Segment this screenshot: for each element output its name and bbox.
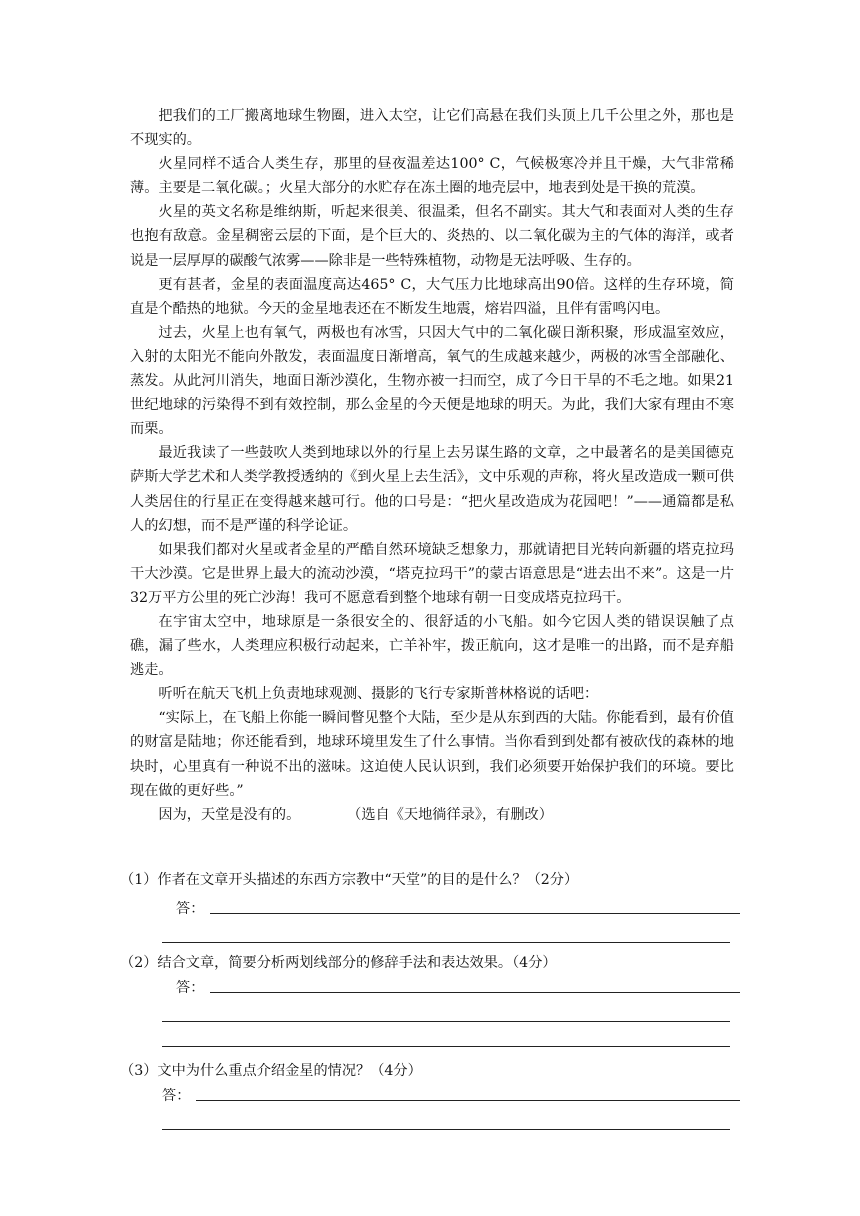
- closing-text: 因为，天堂是没有的。: [158, 806, 301, 823]
- paragraph-4: 更有甚者，金星的表面温度高达465° C，大气压力比地球高出90倍。这样的生存环境，简直是个酷热的地狱。今天的金星地表还在不断发生地震，熔岩四溢，且伴有雷鸣闪电。: [130, 276, 734, 317]
- quote-paragraph: “实际上，在飞船上你能一瞬间瞥见整个大陆，至少是从东到西的大陆。你能看到，最有价值的财富是陆地；你还能看到，地球环境里发生了什么事情。当你看到到处都有被砍伐的森林的地块时，心里真有一种说不出的滋味。这迫使人民认识到，我们必须要开始保护我们的环境。要比现在做的更好些。”: [130, 710, 734, 799]
- question-1: [120, 868, 740, 943]
- answer-line[interactable]: [162, 1046, 730, 1047]
- answer-line[interactable]: [210, 992, 740, 993]
- question-text: （3）文中为什么重点介绍金星的情况？（4分）: [120, 1063, 422, 1079]
- answer-line[interactable]: [196, 1100, 740, 1101]
- answer-label: 答：: [162, 1088, 191, 1104]
- answer-line[interactable]: [162, 942, 730, 943]
- question-text: （1）作者在文章开头描述的东西方宗教中“天堂”的目的是什么？（2分）: [120, 872, 579, 888]
- answer-area: [162, 1085, 740, 1105]
- article-body: [130, 104, 734, 827]
- paragraph-5: 过去，火星上也有氧气，两极也有冰雪，只因大气中的二氧化碳日渐积聚，形成温室效应，入射的太阳光不能向外散发，表面温度日渐增高，氧气的生成越来越少，两极的冰雪全部融化、蒸发。从此河川消失，地面日渐沙漠化，生物亦被一扫而空，成了今日干旱的不毛之地。如果21世纪地球的污染得不到有效控制，那么金星的今天便是地球的明天。为此，我们大家有理由不寒而栗。: [130, 324, 734, 438]
- paragraph-9: 听听在航天飞机上负责地球观测、摄影的飞行专家斯普林格说的话吧：: [158, 686, 599, 703]
- answer-line[interactable]: [210, 913, 740, 914]
- answer-label: 答：: [176, 980, 205, 996]
- closing-line: [130, 803, 734, 827]
- paragraph-7: 如果我们都对火星或者金星的严酷自然环境缺乏想象力，那就请把目光转向新疆的塔克拉玛干大沙漠。它是世界上最大的流动沙漠，“塔克拉玛干”的蒙古语意思是“进去出不来”。这是一片32万平方公里的死亡沙海！我可不愿意看到整个地球有朝一日变成塔克拉玛干。: [130, 541, 734, 606]
- paragraph-1: 把我们的工厂搬离地球生物圈，进入太空，让它们高悬在我们头顶上几千公里之外，那也是不现实的。: [130, 108, 734, 149]
- source-citation: （选自《天地徜徉录》，有删改）: [354, 806, 553, 823]
- answer-line[interactable]: [162, 1129, 730, 1130]
- paragraph-2: 火星同样不适合人类生存，那里的昼夜温差达100° C，气候极寒冷并且干燥，大气非常稀薄。主要是二氧化碳。；火星大部分的水贮存在冻土圈的地壳层中，地表到处是干换的荒漠。: [130, 156, 734, 197]
- answer-area: [176, 898, 740, 918]
- answer-line[interactable]: [162, 1021, 730, 1022]
- question-text: （2）结合文章，简要分析两划线部分的修辞手法和表达效果。（4分）: [120, 955, 557, 971]
- paragraph-6: 最近我读了一些鼓吹人类到地球以外的行星上去另谋生路的文章，之中最著名的是美国德克萨斯大学艺术和人类学教授透纳的《到火星上去生活》，文中乐观的声称，将火星改造成一颗可供人类居住的行星正在变得越来越可行。他的口号是：“把火星改造成为花园吧！”——通篇都是私人的幻想，而不是严谨的科学论证。: [130, 445, 734, 534]
- questions-section: [120, 868, 740, 1130]
- paragraph-3: 火星的英文名称是维纳斯，听起来很美、很温柔，但名不副实。其大气和表面对人类的生存也抱有敌意。金星稠密云层的下面，是个巨大的、炎热的、以二氧化碳为主的气体的海洋，或者说是一层厚厚的碳酸气浓雾——除非是一些特殊植物，动物是无法呼吸、生存的。: [130, 204, 734, 269]
- answer-label: 答：: [176, 901, 205, 917]
- answer-area: [176, 977, 740, 997]
- paragraph-8: 在宇宙太空中，地球原是一条很安全的、很舒适的小飞船。如今它因人类的错误误触了点礁，漏了些水，人类理应积极行动起来，亡羊补牢，拨正航向，这才是唯一的出路，而不是弃船逃走。: [130, 613, 734, 679]
- question-3: [120, 1059, 740, 1130]
- question-2: [120, 951, 740, 1047]
